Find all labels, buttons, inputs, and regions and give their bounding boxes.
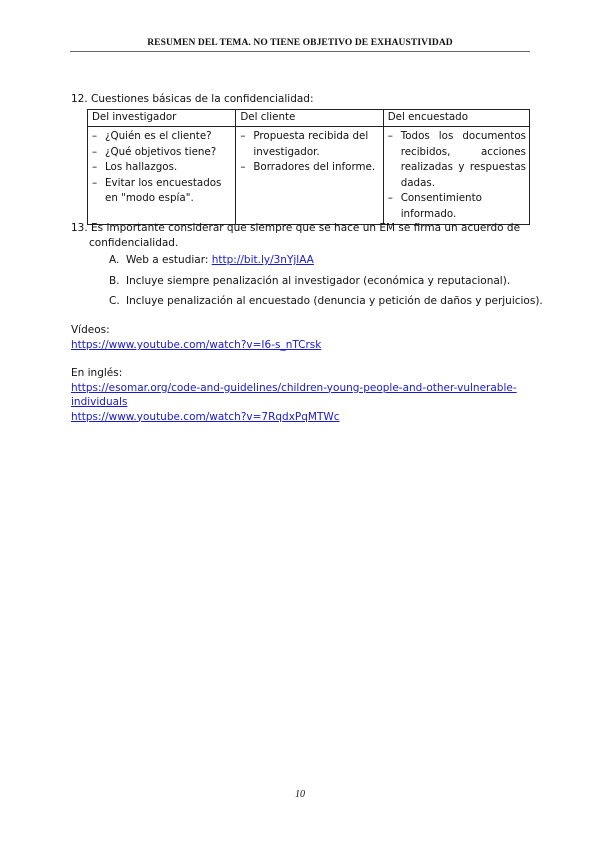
list-cliente bbox=[239, 129, 379, 176]
option-a-text: Web a estudiar: bbox=[126, 254, 212, 266]
item-13-line2: confidencialidad. bbox=[89, 237, 179, 249]
running-header: RESUMEN DEL TEMA. NO TIENE OBJETIVO DE EXHAUSTIVIDAD bbox=[70, 38, 530, 52]
list-item: – Todos los documentos recibidos, acciones realizadas y respuestas dadas. bbox=[387, 129, 526, 191]
option-label: C. bbox=[109, 295, 120, 307]
list-item: – Propuesta recibida del investigador. bbox=[239, 129, 379, 160]
videos-section bbox=[71, 323, 321, 353]
option-a bbox=[109, 254, 543, 275]
item-13-line1: 13. Es importante considerar que siempre que se hace un EM se firma un acuerdo de bbox=[71, 222, 521, 234]
english-video-link[interactable]: https://www.youtube.com/watch?v=7RqdxPqMTWc bbox=[71, 410, 340, 423]
list-item: – Borradores del informe. bbox=[239, 160, 379, 176]
header-encuestado: Del encuestado bbox=[383, 110, 529, 127]
header-investigador: Del investigador bbox=[88, 110, 236, 127]
english-heading: En inglés: bbox=[71, 367, 123, 379]
english-section bbox=[71, 366, 517, 424]
option-c bbox=[109, 295, 543, 316]
list-encuestado bbox=[387, 129, 526, 222]
list-item: – Evitar los encuestados en "modo espía". bbox=[91, 176, 232, 207]
item-13 bbox=[71, 221, 526, 251]
video-link[interactable]: https://www.youtube.com/watch?v=I6-s_nTCrsk bbox=[71, 339, 322, 351]
list-item: – ¿Qué objetivos tiene? bbox=[91, 145, 232, 161]
list-investigador bbox=[91, 129, 232, 207]
option-text: Incluye siempre penalización al investigador (económica y reputacional). bbox=[126, 274, 511, 287]
web-link[interactable]: http://bit.ly/3nYjlAA bbox=[211, 254, 314, 266]
esomar-link-part2[interactable]: individuals bbox=[71, 396, 128, 408]
list-item: – ¿Quién es el cliente? bbox=[91, 129, 232, 145]
table-row bbox=[88, 127, 530, 225]
videos-heading: Vídeos: bbox=[71, 324, 110, 336]
option-text: Incluye penalización al encuestado (denuncia y petición de daños y perjuicios). bbox=[126, 295, 543, 307]
option-b bbox=[109, 275, 543, 296]
list-item: – Consentimiento informado. bbox=[387, 191, 526, 222]
option-label: B. bbox=[109, 274, 120, 287]
esomar-link-part1[interactable]: https://esomar.org/code-and-guidelines/children-young-people-and-other-vulnerable- bbox=[71, 381, 517, 394]
table-header-row bbox=[88, 110, 530, 127]
option-text bbox=[126, 254, 314, 275]
option-label: A. bbox=[109, 254, 120, 266]
confidentiality-table bbox=[87, 109, 530, 225]
cell-investigador bbox=[88, 127, 236, 225]
list-item: – Los hallazgos. bbox=[91, 160, 232, 176]
options-list bbox=[109, 254, 543, 316]
cell-cliente bbox=[236, 127, 383, 225]
item-12-heading: 12. Cuestiones básicas de la confidencialidad: bbox=[71, 93, 314, 105]
cell-encuestado bbox=[383, 127, 529, 225]
page-number: 10 bbox=[295, 789, 305, 800]
header-cliente: Del cliente bbox=[236, 110, 383, 127]
